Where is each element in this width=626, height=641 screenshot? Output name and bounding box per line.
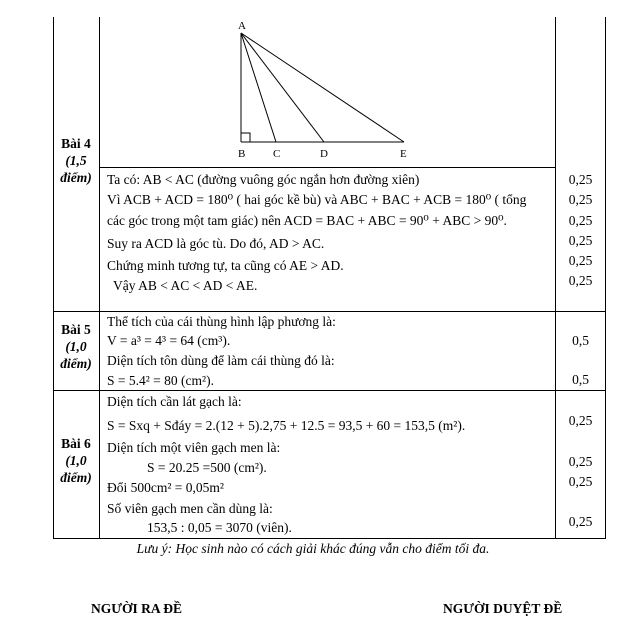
bai6-line-1: Diện tích cần lát gạch là: xyxy=(107,394,242,409)
row-separator-1 xyxy=(53,311,606,312)
signature-right: NGƯỜI DUYỆT ĐỀ xyxy=(443,601,563,616)
bai4-header xyxy=(53,135,99,186)
triangle-figure xyxy=(229,17,469,165)
bai5-line-3: Diện tích tôn dùng để làm cái thùng đó là: xyxy=(107,353,335,368)
bai6-line-7: 153,5 : 0,05 = 3070 (viên). xyxy=(147,520,292,535)
bai6-score-3: 0,25 xyxy=(568,474,593,489)
table-border-bottom xyxy=(53,538,606,539)
bai4-points: (1,5 điểm) xyxy=(60,153,92,185)
bai4-score-5: 0,25 xyxy=(568,253,593,268)
answer-table xyxy=(53,17,606,539)
bai4-line-5: Chứng minh tương tự, ta cũng có AE > AD. xyxy=(107,258,344,273)
grading-note: Lưu ý: Học sinh nào có cách giải khác đúng vẫn cho điểm tối đa. xyxy=(136,541,490,556)
bai6-line-4: S = 20.25 =500 (cm²). xyxy=(147,460,267,475)
bai4-line-4: Suy ra ACD là góc tù. Do đó, AD > AC. xyxy=(107,236,325,251)
bai4-score-4: 0,25 xyxy=(568,233,593,248)
label-e: E xyxy=(400,148,407,160)
bai5-score-1: 0,5 xyxy=(572,333,589,348)
label-a: A xyxy=(238,20,246,32)
bai6-line-5: Đổi 500cm² = 0,05m² xyxy=(107,480,224,495)
bai4-score-6: 0,25 xyxy=(568,273,593,288)
bai6-line-2: S = Sxq + Sđáy = 2.(12 + 5).2,75 + 12.5 = 93,5 + 60 = 153,5 (m²). xyxy=(107,418,466,433)
figure-separator xyxy=(99,167,555,168)
bai5-points: (1,0 điểm) xyxy=(60,339,92,371)
bai4-line-6: Vậy AB < AC < AD < AE. xyxy=(113,278,258,293)
bai4-score-3: 0,25 xyxy=(568,213,593,228)
bai6-line-3: Diện tích một viên gạch men là: xyxy=(107,440,281,455)
bai5-line-2: V = a³ = 4³ = 64 (cm³). xyxy=(107,333,231,348)
label-d: D xyxy=(320,148,328,160)
bai6-header xyxy=(53,435,99,486)
signature-left: NGƯỜI RA ĐỀ xyxy=(91,601,183,616)
bai6-score-4: 0,25 xyxy=(568,514,593,529)
bai5-score-2: 0,5 xyxy=(572,372,589,387)
bai5-line-4: S = 5.4² = 80 (cm²). xyxy=(107,373,214,388)
bai4-line-3: các góc trong một tam giác) nên ACD = BAC + ABC = 90⁰ + ABC > 90⁰. xyxy=(107,213,507,228)
bai5-header xyxy=(53,321,99,372)
bai6-score-1: 0,25 xyxy=(568,413,593,428)
bai6-title: Bài 6 xyxy=(61,436,91,451)
label-c: C xyxy=(273,148,281,160)
bai6-line-6: Số viên gạch men cần dùng là: xyxy=(107,501,273,516)
label-b: B xyxy=(238,148,246,160)
table-divider-1 xyxy=(99,17,100,539)
bai5-title: Bài 5 xyxy=(61,322,91,337)
bai4-score-2: 0,25 xyxy=(568,192,593,207)
bai5-line-1: Thể tích của cái thùng hình lập phương là: xyxy=(107,314,336,329)
row-separator-2 xyxy=(53,390,606,391)
bai4-line-2: Vì ACB + ACD = 180⁰ ( hai góc kề bù) và ABC + BAC + ACB = 180⁰ ( tổng xyxy=(107,192,527,207)
bai4-score-1: 0,25 xyxy=(568,172,593,187)
bai4-line-1: Ta có: AB < AC (đường vuông góc ngắn hơn đường xiên) xyxy=(107,172,420,187)
bai6-points: (1,0 điểm) xyxy=(60,453,92,485)
bai6-score-2: 0,25 xyxy=(568,454,593,469)
bai4-title: Bài 4 xyxy=(61,136,91,151)
